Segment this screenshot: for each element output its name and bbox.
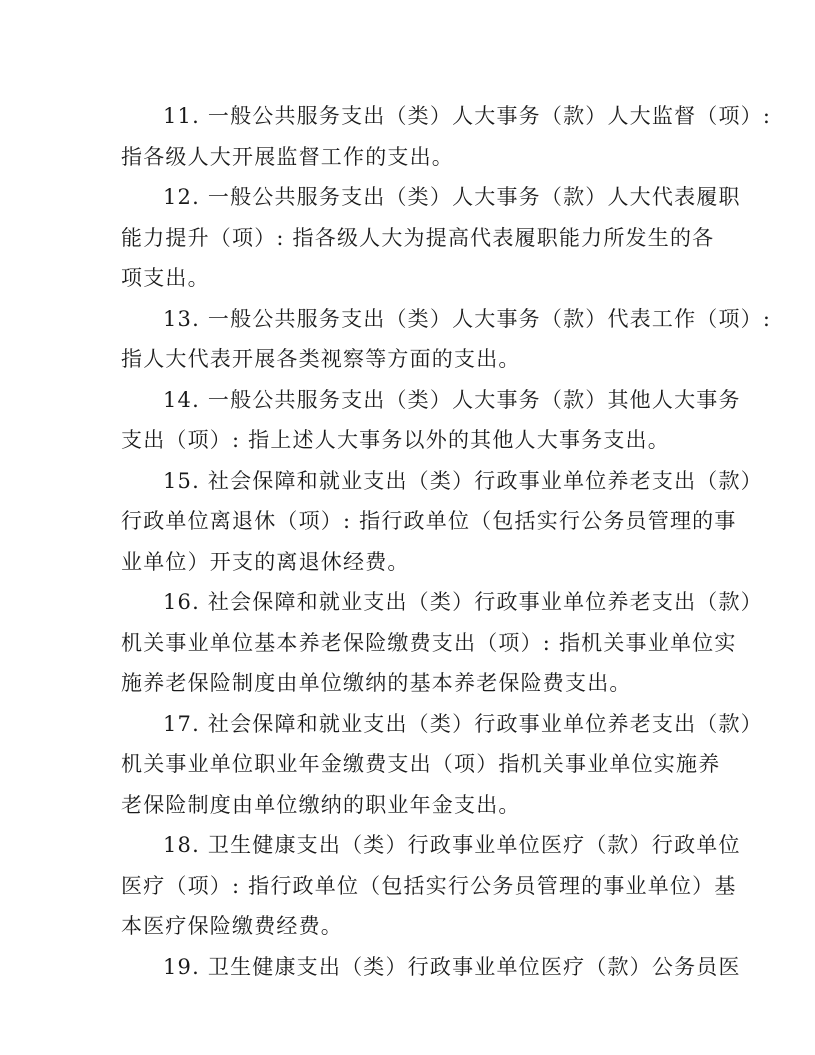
paragraph-19: [121, 947, 741, 988]
paragraph-18: [121, 825, 741, 947]
paragraph-line: 行政单位离退休（项）: 指行政单位（包括实行公务员管理的事: [121, 509, 737, 533]
paragraph-line: 业单位）开支的离退休经费。: [121, 549, 410, 574]
paragraph-14: [121, 380, 741, 461]
paragraph-line: 指各级人大开展监督工作的支出。: [121, 144, 454, 169]
paragraph-line: 指人大代表开展各类视察等方面的支出。: [121, 347, 521, 371]
paragraph-line: 机关事业单位基本养老保险缴费支出（项）: 指机关事业单位实: [121, 630, 737, 655]
paragraph-line: 18. 卫生健康支出（类）行政事业单位医疗（款）行政单位: [163, 833, 741, 857]
paragraph-line: 机关事业单位职业年金缴费支出（项）指机关事业单位实施养: [121, 752, 721, 776]
paragraph-13: [121, 299, 772, 380]
paragraph-line: 老保险制度由单位缴纳的职业年金支出。: [121, 792, 521, 817]
paragraph-line: 11. 一般公共服务支出（类）人大事务（款）人大监督（项）:: [163, 104, 772, 128]
paragraph-line: 本医疗保险缴费经费。: [121, 914, 343, 938]
paragraph-line: 15. 社会保障和就业支出（类）行政事业单位养老支出（款）: [163, 468, 763, 493]
paragraph-15: [121, 461, 763, 583]
paragraph-line: 施养老保险制度由单位缴纳的基本养老保险费支出。: [121, 671, 632, 695]
paragraph-line: 支出（项）: 指上述人大事务以外的其他人大事务支出。: [121, 428, 670, 452]
paragraph-17: [121, 704, 763, 826]
paragraph-11: [121, 96, 772, 177]
paragraph-line: 17. 社会保障和就业支出（类）行政事业单位养老支出（款）: [163, 711, 763, 736]
paragraph-line: 项支出。: [121, 266, 210, 290]
paragraph-line: 医疗（项）: 指行政单位（包括实行公务员管理的事业单位）基: [121, 873, 737, 898]
paragraph-line: 能力提升（项）: 指各级人大为提高代表履职能力所发生的各: [121, 225, 715, 250]
paragraph-16: [121, 582, 763, 704]
paragraph-12: [121, 177, 741, 299]
paragraph-line: 12. 一般公共服务支出（类）人大事务（款）人大代表履职: [163, 185, 741, 209]
paragraph-line: 19. 卫生健康支出（类）行政事业单位医疗（款）公务员医: [163, 954, 741, 979]
paragraph-line: 13. 一般公共服务支出（类）人大事务（款）代表工作（项）:: [163, 306, 772, 331]
paragraph-line: 14. 一般公共服务支出（类）人大事务（款）其他人大事务: [163, 387, 741, 412]
document-body: [121, 96, 772, 987]
paragraph-line: 16. 社会保障和就业支出（类）行政事业单位养老支出（款）: [163, 590, 763, 614]
